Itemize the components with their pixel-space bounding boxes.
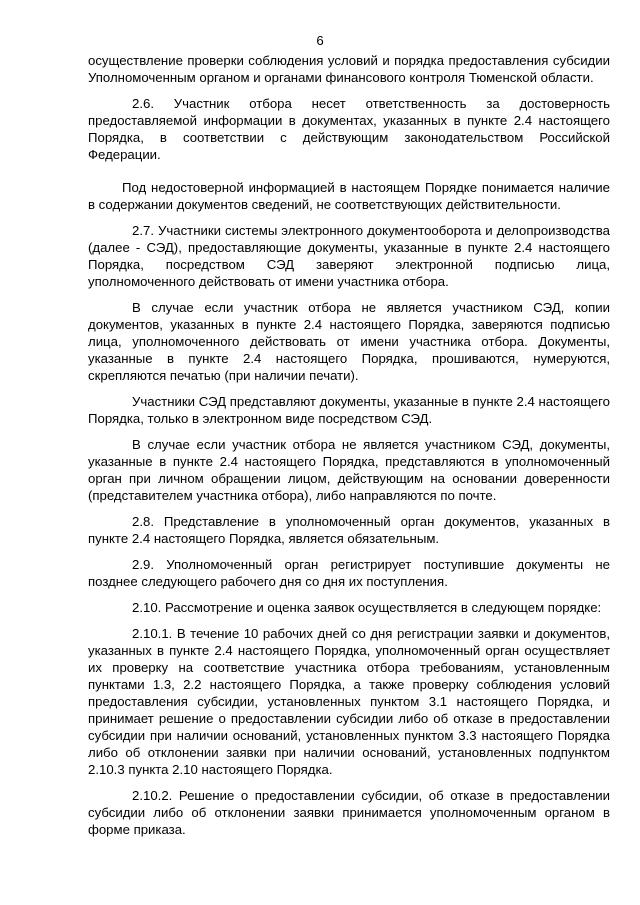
paragraph-definition: Под недостоверной информацией в настоящем Порядке понимается наличие в содержании документов сведений, не соответствующих действительности. — [88, 180, 610, 212]
paragraph-non-sed-copies: В случае если участник отбора не является участником СЭД, копии документов, указанных в пункте 2.4 настоящего Порядка, заверяются подписью лица, уполномоченного действовать от имени участника отбора. Документы, указанные в пункте 2.4 настоящего Порядка, прошиваются, нумеруются, скрепляются печатью (при наличии печати). — [88, 300, 610, 383]
document-body — [88, 52, 610, 847]
paragraph-2-9: 2.9. Уполномоченный орган регистрирует поступившие документы не позднее следующего рабочего дня со дня их поступления. — [88, 557, 610, 589]
paragraph-sed-electronic: Участники СЭД представляют документы, указанные в пункте 2.4 настоящего Порядка, только в электронном виде посредством СЭД. — [88, 394, 610, 426]
paragraph-2-8: 2.8. Представление в уполномоченный орган документов, указанных в пункте 2.4 настоящего Порядка, является обязательным. — [88, 514, 610, 546]
paragraph-2-7: 2.7. Участники системы электронного документооборота и делопроизводства (далее - СЭД), предоставляющие документы, указанные в пункте 2.4 настоящего Порядка, посредством СЭД заверяют электронной подписью лица, уполномоченного действовать от имени участника отбора. — [88, 223, 610, 289]
paragraph-2-10: 2.10. Рассмотрение и оценка заявок осуществляется в следующем порядке: — [132, 600, 602, 615]
paragraph-non-sed-delivery: В случае если участник отбора не является участником СЭД, документы, указанные в пункте 2.4 настоящего Порядка, представляются в уполномоченный орган при личном обращении лицом, действующим на основании доверенности (представителем участника отбора), либо направляются по почте. — [88, 437, 610, 503]
paragraph-2-10-2: 2.10.2. Решение о предоставлении субсидии, об отказе в предоставлении субсидии либо об отклонении заявки принимается уполномоченным органом в форме приказа. — [88, 788, 610, 837]
paragraph-continuation: осуществление проверки соблюдения условий и порядка предоставления субсидии Уполномоченным органом и органами финансового контроля Тюменской области. — [88, 53, 610, 85]
page-number: 6 — [316, 33, 324, 48]
paragraph-2-6: 2.6. Участник отбора несет ответственность за достоверность предоставляемой информации в документах, указанных в пункте 2.4 настоящего Порядка, в соответствии с действующим законодательством Российской Федерации. — [88, 96, 610, 162]
paragraph-2-10-1: 2.10.1. В течение 10 рабочих дней со дня регистрации заявки и документов, указанных в пункте 2.4 настоящего Порядка, уполномоченный орган осуществляет их проверку на соответствие участника отбора требованиям, установленным пунктами 1.3, 2.2 настоящего Порядка, а также проверку соблюдения условий предоставления субсидии, установленных пунктом 3.1 настоящего Порядка, и принимает решение о предоставлении субсидии либо об отказе в предоставлении субсидии при наличии оснований, установленных пунктом 3.3 настоящего Порядка либо об отклонении заявки при наличии оснований, установленных подпунктом 2.10.3 пункта 2.10 настоящего Порядка. — [88, 626, 610, 777]
